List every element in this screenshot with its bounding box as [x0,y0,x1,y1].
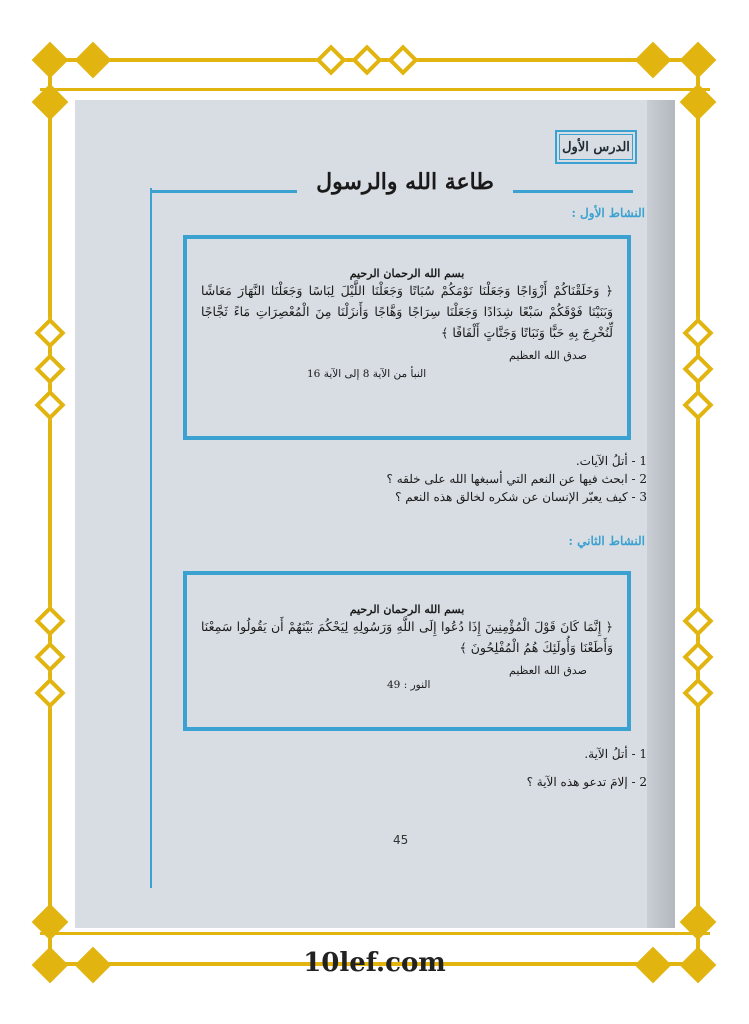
frame-diamond-ornament [34,677,65,708]
frame-diamond-ornament [75,42,112,79]
verse-text: ﴿ وَخَلَقْنَاكُمْ أَزْوَاجًا وَجَعَلْنَا نَوْمَكُمْ سُبَاتًا وَجَعَلْنَا اللَّيْلَ لِبَاسًا وَجَعَلْنَا النَّهَارَ مَعَاشًا وَبَنَيْنَا فَوْقَكُمْ سَبْعًا شِدَادًا وَجَعَلْنَا سِرَاجًا وَهَّاجًا وَأَنزَلْنَا مِنَ الْمُعْصِرَاتِ مَاءً ثَجَّاجًا لِّنُخْرِجَ بِهِ حَبًّا وَنَبَاتًا وَجَنَّاتٍ أَلْفَافًا ﴾ [201,283,613,340]
frame-diamond-ornament [680,42,717,79]
frame-diamond-ornament [682,677,713,708]
activity-1-label: النشاط الأول : [571,206,645,220]
sadaqa-text: صدق الله العظيم [509,664,587,677]
question-item: 1 - أتلُ الآية. [584,747,647,761]
frame-diamond-ornament [34,317,65,348]
question-item: 2 - ابحث فيها عن النعم التي أسبغها الله على خلقه ؟ [386,472,647,486]
lesson-tag [555,130,637,164]
page-title: طاعة الله والرسول [316,169,494,195]
bismillah: بسم الله الرحمان الرحيم [349,603,465,616]
frame-diamond-ornament [682,605,713,636]
title-underline [513,190,633,193]
frame-diamond-ornament [351,44,382,75]
question-item: 3 - كيف يعبّر الإنسان عن شكره لخالق هذه النعم ؟ [395,490,647,504]
verse-text: ﴿ إِنَّمَا كَانَ قَوْلَ الْمُؤْمِنِينَ إِذَا دُعُوا إِلَى اللَّهِ وَرَسُولِهِ لِيَحْكُمَ بَيْنَهُمْ أَن يَقُولُوا سَمِعْنَا وَأَطَعْنَا وَأُولَئِكَ هُمُ الْمُفْلِحُونَ ﴾ [201,619,613,655]
sadaqa-text: صدق الله العظيم [509,349,587,362]
frame-diamond-ornament [34,389,65,420]
frame-diamond-ornament [315,44,346,75]
frame-right-line [696,50,700,970]
bismillah: بسم الله الرحمان الرحيم [349,267,465,280]
margin-line [150,188,152,888]
activity-2-questions [527,740,647,796]
frame-left-line [48,50,52,970]
frame-diamond-ornament [34,353,65,384]
verse-reference: النبأ من الآية 8 إلى الآية 16 [307,368,427,380]
verse-reference: النور : 49 [387,679,431,691]
question-item: 1 - أتلُ الآيات. [575,454,647,468]
site-watermark: 10lef.com [303,948,446,978]
frame-bottom-inner-line [40,932,710,935]
page-number: 45 [393,833,409,847]
title-underline [151,190,297,193]
question-item: 2 - إلامَ تدعو هذه الآية ؟ [526,775,647,789]
frame-diamond-ornament [34,605,65,636]
frame-top-inner-line [40,88,710,91]
activity-2-label: النشاط الثاني : [568,534,645,548]
frame-diamond-ornament [34,641,65,672]
frame-diamond-ornament [32,42,69,79]
frame-diamond-ornament [635,42,672,79]
activity-2-verse-box [183,571,631,731]
frame-diamond-ornament [682,641,713,672]
textbook-page [75,100,675,928]
activity-1-verse-box [183,235,631,440]
activity-1-questions [387,452,647,506]
lesson-tag-label: الدرس الأول [562,139,630,155]
frame-diamond-ornament [682,353,713,384]
frame-diamond-ornament [387,44,418,75]
frame-diamond-ornament [682,389,713,420]
page-binding-shadow [647,100,675,928]
frame-diamond-ornament [682,317,713,348]
